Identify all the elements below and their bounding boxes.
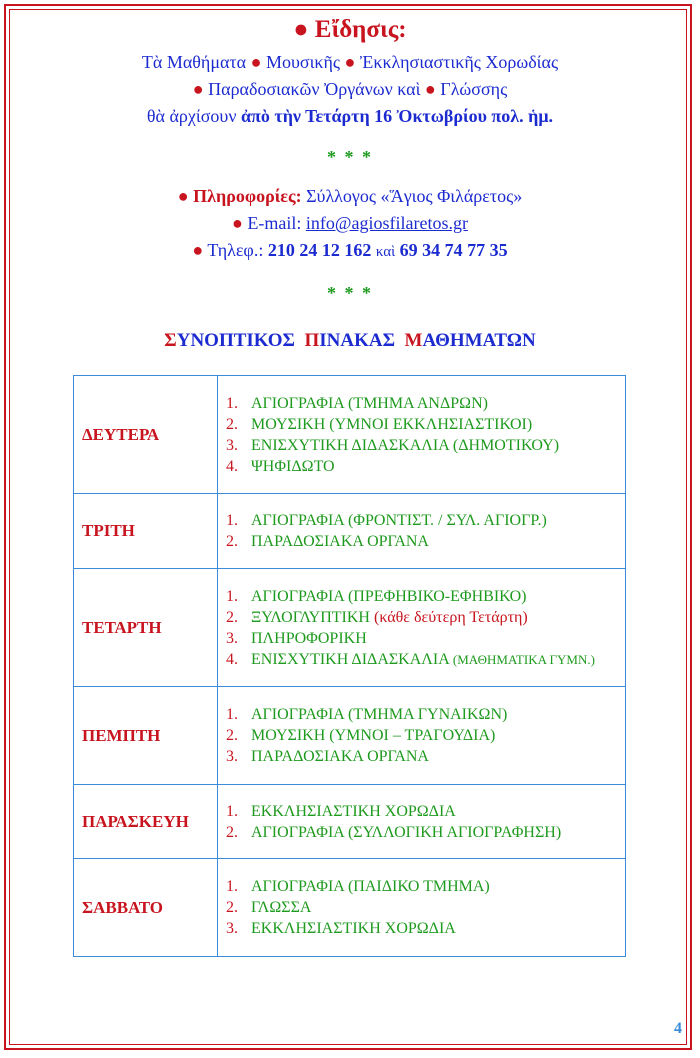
phone-number-1: 210 24 12 162: [267, 240, 372, 260]
course-name: ΕΚΚΛΗΣΙΑΣΤΙΚΗ ΧΟΡΩΔΙΑ: [251, 920, 456, 937]
course-list: [226, 704, 619, 767]
table-row: [74, 859, 626, 957]
course-item: [226, 586, 619, 607]
news-line-2-b: Γλώσσης: [440, 79, 508, 99]
course-name: ΑΓΙΟΓΡΑΦΙΑ (ΦΡΟΝΤΙΣΤ. / ΣΥΛ. ΑΓΙΟΓΡ.): [251, 512, 547, 529]
day-cell: ΤΡΙΤΗ: [74, 494, 218, 569]
course-number: 4.: [226, 650, 238, 668]
email-label: E-mail:: [247, 213, 302, 233]
course-note: (κάθε δεύτερη Τετάρτη): [373, 608, 528, 626]
day-cell: ΤΕΤΑΡΤΗ: [74, 569, 218, 687]
course-item: [226, 510, 619, 531]
courses-cell: [218, 569, 626, 687]
title-initial: Μ: [404, 330, 423, 351]
table-row: [74, 569, 626, 687]
news-line-1-c: Ἐκκλησιαστικῆς Χορωδίας: [359, 52, 559, 72]
course-item: [226, 822, 619, 843]
course-number: 2.: [226, 608, 238, 626]
course-number: 3.: [226, 629, 238, 647]
course-name: ΜΟΥΣΙΚΗ (ΥΜΝΟΙ – ΤΡΑΓΟΥΔΙΑ): [251, 727, 496, 744]
bullet-icon: ●: [192, 240, 204, 260]
phone-label: Τηλεφ.:: [207, 240, 264, 260]
course-name: ΓΛΩΣΣΑ: [251, 899, 312, 916]
course-item: [226, 607, 619, 628]
separator-stars: * * *: [327, 283, 373, 303]
course-name: ΠΑΡΑΔΟΣΙΑΚΑ ΟΡΓΑΝΑ: [251, 533, 429, 550]
course-item: [226, 531, 619, 552]
courses-cell: [218, 785, 626, 859]
email-link[interactable]: info@agiosfilaretos.gr: [305, 213, 468, 233]
course-number: 1.: [226, 878, 238, 895]
course-name: ΑΓΙΟΓΡΑΦΙΑ (ΣΥΛΛΟΓΙΚΗ ΑΓΙΟΓΡΑΦΗΣΗ): [251, 823, 562, 841]
schedule-table: [73, 375, 626, 957]
bullet-icon: ●: [192, 79, 204, 99]
course-list: [226, 801, 619, 843]
course-name: ΠΑΡΑΔΟΣΙΑΚΑ ΟΡΓΑΝΑ: [251, 748, 429, 765]
table-title: [0, 330, 700, 352]
table-row: [74, 785, 626, 859]
course-note: (ΜΑΘΗΜΑΤΙΚΑ ΓΥΜΝ.): [452, 651, 595, 667]
info-text: Σύλλογος «Ἅγιος Φιλάρετος»: [306, 186, 523, 206]
course-number: 2.: [226, 823, 238, 841]
course-number: 2.: [226, 727, 238, 744]
phone-number-2: 69 34 74 77 35: [399, 240, 508, 260]
course-list: [226, 876, 619, 939]
day-cell: ΠΕΜΠΤΗ: [74, 687, 218, 785]
course-name: ΕΝΙΣΧΥΤΙΚΗ ΔΙΔΑΣΚΑΛΙΑ: [251, 650, 449, 668]
course-list: [226, 393, 619, 477]
news-start-date: ἀπὸ τὴν Τετάρτη 16 Ὀκτωβρίου πολ. ἡμ.: [240, 106, 554, 126]
course-item: [226, 649, 619, 670]
course-item: [226, 801, 619, 822]
course-name: ΕΝΙΣΧΥΤΙΚΗ ΔΙΔΑΣΚΑΛΙΑ (ΔΗΜΟΤΙΚΟΥ): [251, 436, 560, 454]
news-title: Εἴδησις:: [314, 16, 407, 43]
course-number: 1.: [226, 394, 238, 412]
course-item: [226, 628, 619, 649]
bullet-icon: ●: [424, 79, 436, 99]
course-item: [226, 897, 619, 918]
courses-cell: [218, 859, 626, 957]
course-item: [226, 704, 619, 725]
course-number: 1.: [226, 706, 238, 723]
bullet-icon: ●: [232, 213, 243, 233]
table-row: [74, 494, 626, 569]
bullet-icon: ●: [293, 16, 309, 43]
news-line-1-b: Μουσικῆς: [265, 52, 341, 72]
day-cell: ΣΑΒΒΑΤΟ: [74, 859, 218, 957]
title-initial: Σ: [164, 330, 177, 351]
courses-cell: [218, 494, 626, 569]
course-name: ΜΟΥΣΙΚΗ (ΥΜΝΟΙ ΕΚΚΛΗΣΙΑΣΤΙΚΟΙ): [251, 415, 533, 433]
course-item: [226, 414, 619, 435]
course-number: 1.: [226, 512, 238, 529]
course-item: [226, 918, 619, 939]
courses-cell: [218, 687, 626, 785]
info-label: Πληροφορίες:: [193, 186, 302, 206]
table-row: [74, 376, 626, 494]
courses-cell: [218, 376, 626, 494]
news-line-3-prefix: θὰ ἀρχίσουν: [146, 106, 237, 126]
bullet-icon: ●: [344, 52, 356, 72]
course-name: ΑΓΙΟΓΡΑΦΙΑ (ΤΜΗΜΑ ΓΥΝΑΙΚΩΝ): [251, 706, 508, 723]
phone-line: [0, 240, 700, 261]
course-item: [226, 876, 619, 897]
course-number: 1.: [226, 802, 238, 820]
course-number: 4.: [226, 457, 238, 475]
course-item: [226, 725, 619, 746]
course-list: [226, 510, 619, 552]
course-name: ΨΗΦΙΔΩΤΟ: [251, 457, 335, 475]
course-name: ΞΥΛΟΓΛΥΠΤΙΚΗ: [251, 608, 370, 626]
course-name: ΕΚΚΛΗΣΙΑΣΤΙΚΗ ΧΟΡΩΔΙΑ: [251, 802, 456, 820]
schedule-body: [74, 376, 626, 957]
course-number: 3.: [226, 748, 238, 765]
email-line: [0, 213, 700, 234]
course-item: [226, 746, 619, 767]
course-item: [226, 393, 619, 414]
day-cell: ΠΑΡΑΣΚΕΥΗ: [74, 785, 218, 859]
news-line-2: [0, 79, 700, 100]
news-line-1: [0, 52, 700, 73]
course-list: [226, 586, 619, 670]
course-name: ΠΛΗΡΟΦΟΡΙΚΗ: [251, 629, 367, 647]
course-name: ΑΓΙΟΓΡΑΦΙΑ (ΠΡΕΦΗΒΙΚΟ-ΕΦΗΒΙΚΟ): [251, 587, 527, 605]
bullet-icon: ●: [250, 52, 262, 72]
page-number: 4: [674, 1020, 682, 1037]
course-number: 3.: [226, 920, 238, 937]
news-line-3: [0, 106, 700, 127]
separator-stars: * * *: [327, 147, 373, 167]
course-item: [226, 456, 619, 477]
title-initial: Π: [304, 330, 320, 351]
course-name: ΑΓΙΟΓΡΑΦΙΑ (ΤΜΗΜΑ ΑΝΔΡΩΝ): [251, 394, 488, 412]
info-line: [0, 186, 700, 207]
title-word: ΥΝΟΠΤΙΚΟΣ: [176, 330, 295, 351]
title-word: ΑΘΗΜΑΤΩΝ: [422, 330, 536, 351]
course-number: 2.: [226, 533, 238, 550]
table-row: [74, 687, 626, 785]
course-number: 1.: [226, 587, 238, 605]
day-cell: ΔΕΥΤΕΡΑ: [74, 376, 218, 494]
phone-conjunction: καὶ: [375, 244, 396, 260]
title-word: ΙΝΑΚΑΣ: [319, 330, 396, 351]
news-line-1-a: Τὰ Μαθήματα: [141, 52, 247, 72]
course-number: 3.: [226, 436, 238, 454]
course-number: 2.: [226, 899, 238, 916]
bullet-icon: ●: [177, 186, 189, 206]
course-name: ΑΓΙΟΓΡΑΦΙΑ (ΠΑΙΔΙΚΟ ΤΜΗΜΑ): [251, 878, 490, 895]
course-number: 2.: [226, 415, 238, 433]
news-heading: [0, 16, 700, 44]
course-item: [226, 435, 619, 456]
news-line-2-a: Παραδοσιακῶν Ὀργάνων καὶ: [208, 79, 421, 99]
